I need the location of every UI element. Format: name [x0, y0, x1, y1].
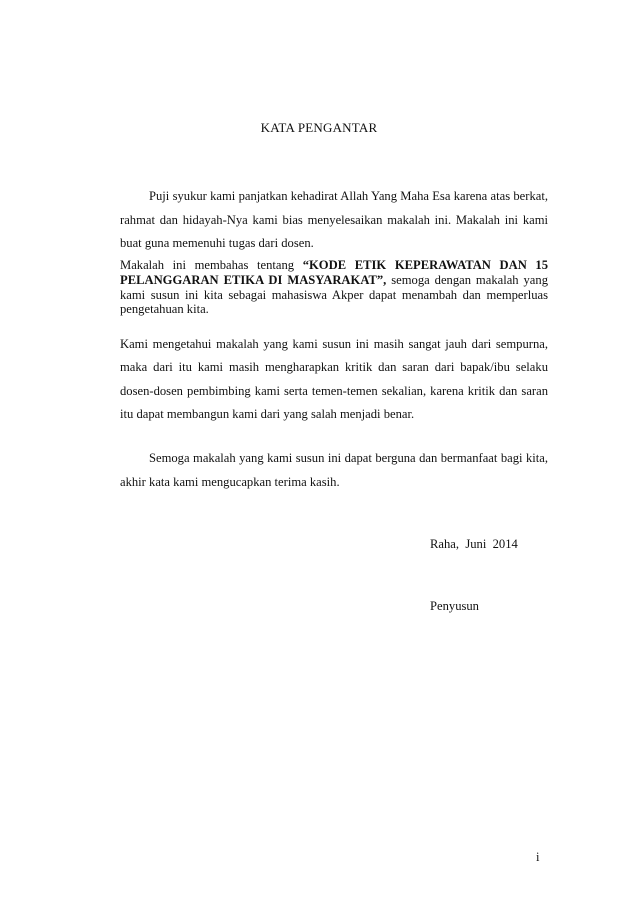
paragraph-acknowledgement: Kami mengetahui makalah yang kami susun ini masih sangat jauh dari sempurna, maka dari itu kami masih mengharapkan kritik dan saran dari bapak/ibu selaku dosen-dosen pembimbing kami serta temen-temen sekalian, karena kritik dan saran itu dapat membangun kami dari yang salah menjadi benar. — [120, 337, 548, 421]
paragraph-closing: Semoga makalah yang kami susun ini dapat berguna dan bermanfaat bagi kita, akhir kata kami mengucapkan terima kasih. — [120, 451, 548, 489]
paragraph-opening: Puji syukur kami panjatkan kehadirat Allah Yang Maha Esa karena atas berkat, rahmat dan hidayah-Nya kami bias menyelesaikan makalah ini. Makalah ini kami buat guna memenuhi tugas dari dosen. — [120, 189, 548, 250]
signer-label: Penyusun — [430, 599, 479, 613]
paragraph-topic — [120, 258, 548, 317]
topic-intro-text: Makalah ini membahas tentang — [120, 258, 303, 272]
topic-title-bold: “KODE ETIK KEPERAWATAN DAN 15 PELANGGARAN ETIKA DI MASYARAKAT”, — [120, 258, 548, 287]
topic-continuation-text: semoga dengan makalah yang kami susun ini kita sebagai mahasiswa Akper dapat menambah dan memperluas pengetahuan kita. — [120, 272, 548, 317]
page-title: KATA PENGANTAR — [260, 120, 378, 135]
page-number: i — [536, 850, 540, 864]
place-date: Raha, Juni 2014 — [430, 537, 518, 551]
